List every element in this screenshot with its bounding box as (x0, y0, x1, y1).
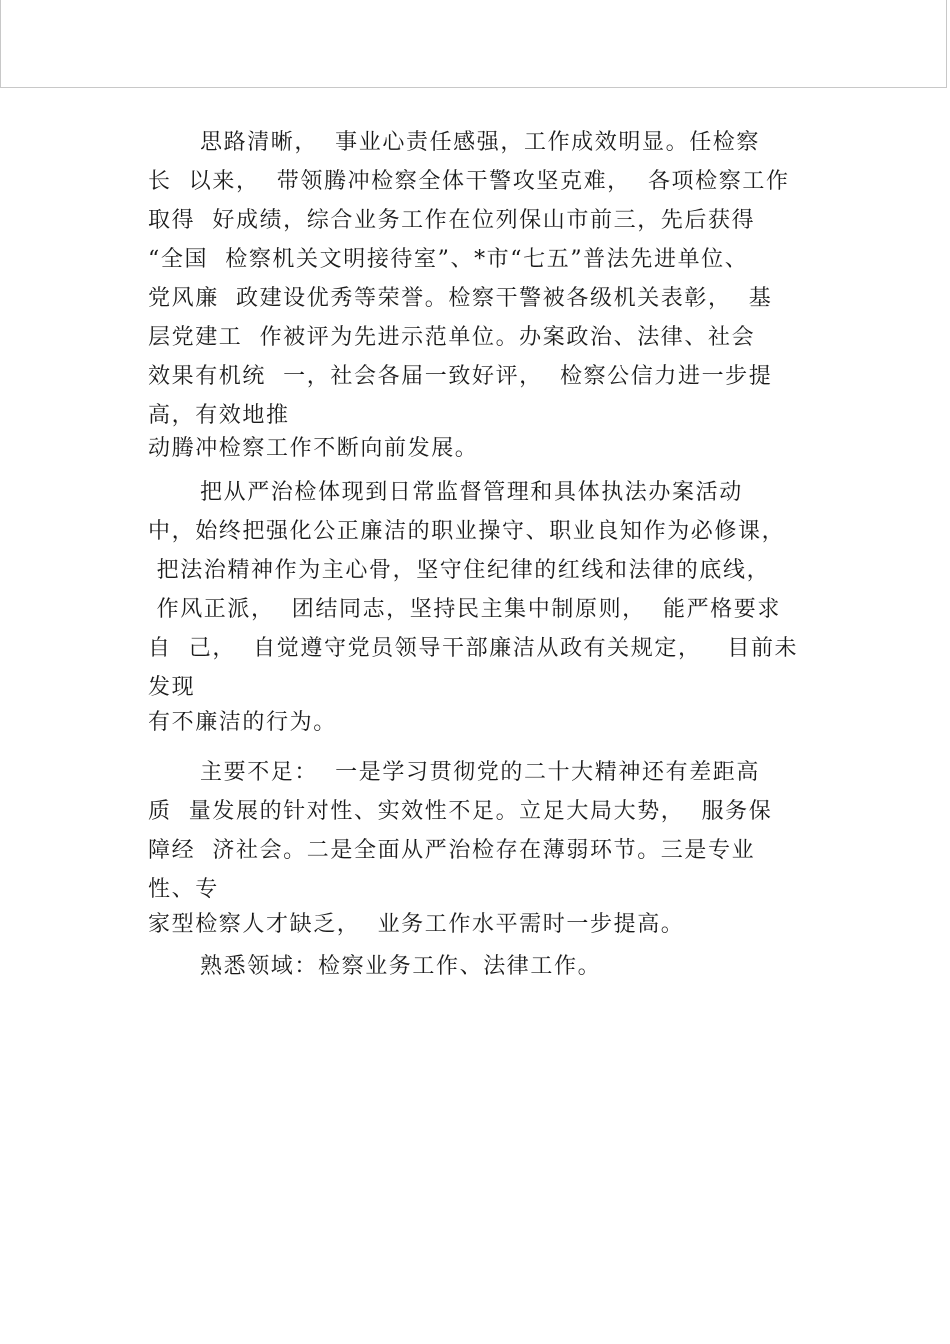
text-line: 中，始终把强化公正廉洁的职业操守、职业良知作为必修课， (148, 519, 786, 544)
text-line: 思路清晰， 事业心责任感强，工作成效明显。任检察 (200, 130, 760, 155)
text-line: “全国 检察机关文明接待室”、*市“七五”普法先进单位、 (148, 247, 749, 272)
text-line: 把法治精神作为主心骨，坚守住纪律的红线和法律的底线， (148, 558, 771, 583)
text-line: 高，有效地推 (148, 403, 290, 428)
text-line: 家型检察人才缺乏， 业务工作水平需时一步提高。 (148, 912, 685, 937)
text-line: 效果有机统 一，社会各届一致好评， 检察公信力进一步提 (148, 364, 773, 389)
text-line: 动腾冲检察工作不断向前发展。 (148, 436, 479, 461)
text-line: 质 量发展的针对性、实效性不足。立足大局大势， 服务保 (148, 799, 773, 824)
text-line: 作风正派， 团结同志，坚持民主集中制原则， 能严格要求 (148, 597, 781, 622)
text-line: 性、专 (148, 877, 219, 902)
text-line: 把从严治检体现到日常监督管理和具体执法办案活动 (200, 480, 743, 505)
text-line: 党风廉 政建设优秀等荣誉。检察干警被各级机关表彰， 基 (148, 286, 773, 311)
top-frame (0, 0, 947, 88)
text-line: 取得 好成绩，综合业务工作在位列保山市前三，先后获得 (148, 208, 756, 233)
text-line: 层党建工 作被评为先进示范单位。办案政治、法律、社会 (148, 325, 756, 350)
text-line: 障经 济社会。二是全面从严治检存在薄弱环节。三是专业 (148, 838, 756, 863)
text-line: 自 己， 自觉遵守党员领导干部廉洁从政有关规定， 目前未 (148, 636, 799, 661)
text-line: 熟悉领域：检察业务工作、法律工作。 (200, 954, 602, 979)
text-line: 长 以来， 带领腾冲检察全体干警攻坚克难， 各项检察工作 (148, 169, 790, 194)
text-line: 有不廉洁的行为。 (148, 710, 337, 735)
text-line: 发现 (148, 675, 196, 700)
text-line: 主要不足： 一是学习贯彻党的二十大精神还有差距高 (200, 760, 760, 785)
